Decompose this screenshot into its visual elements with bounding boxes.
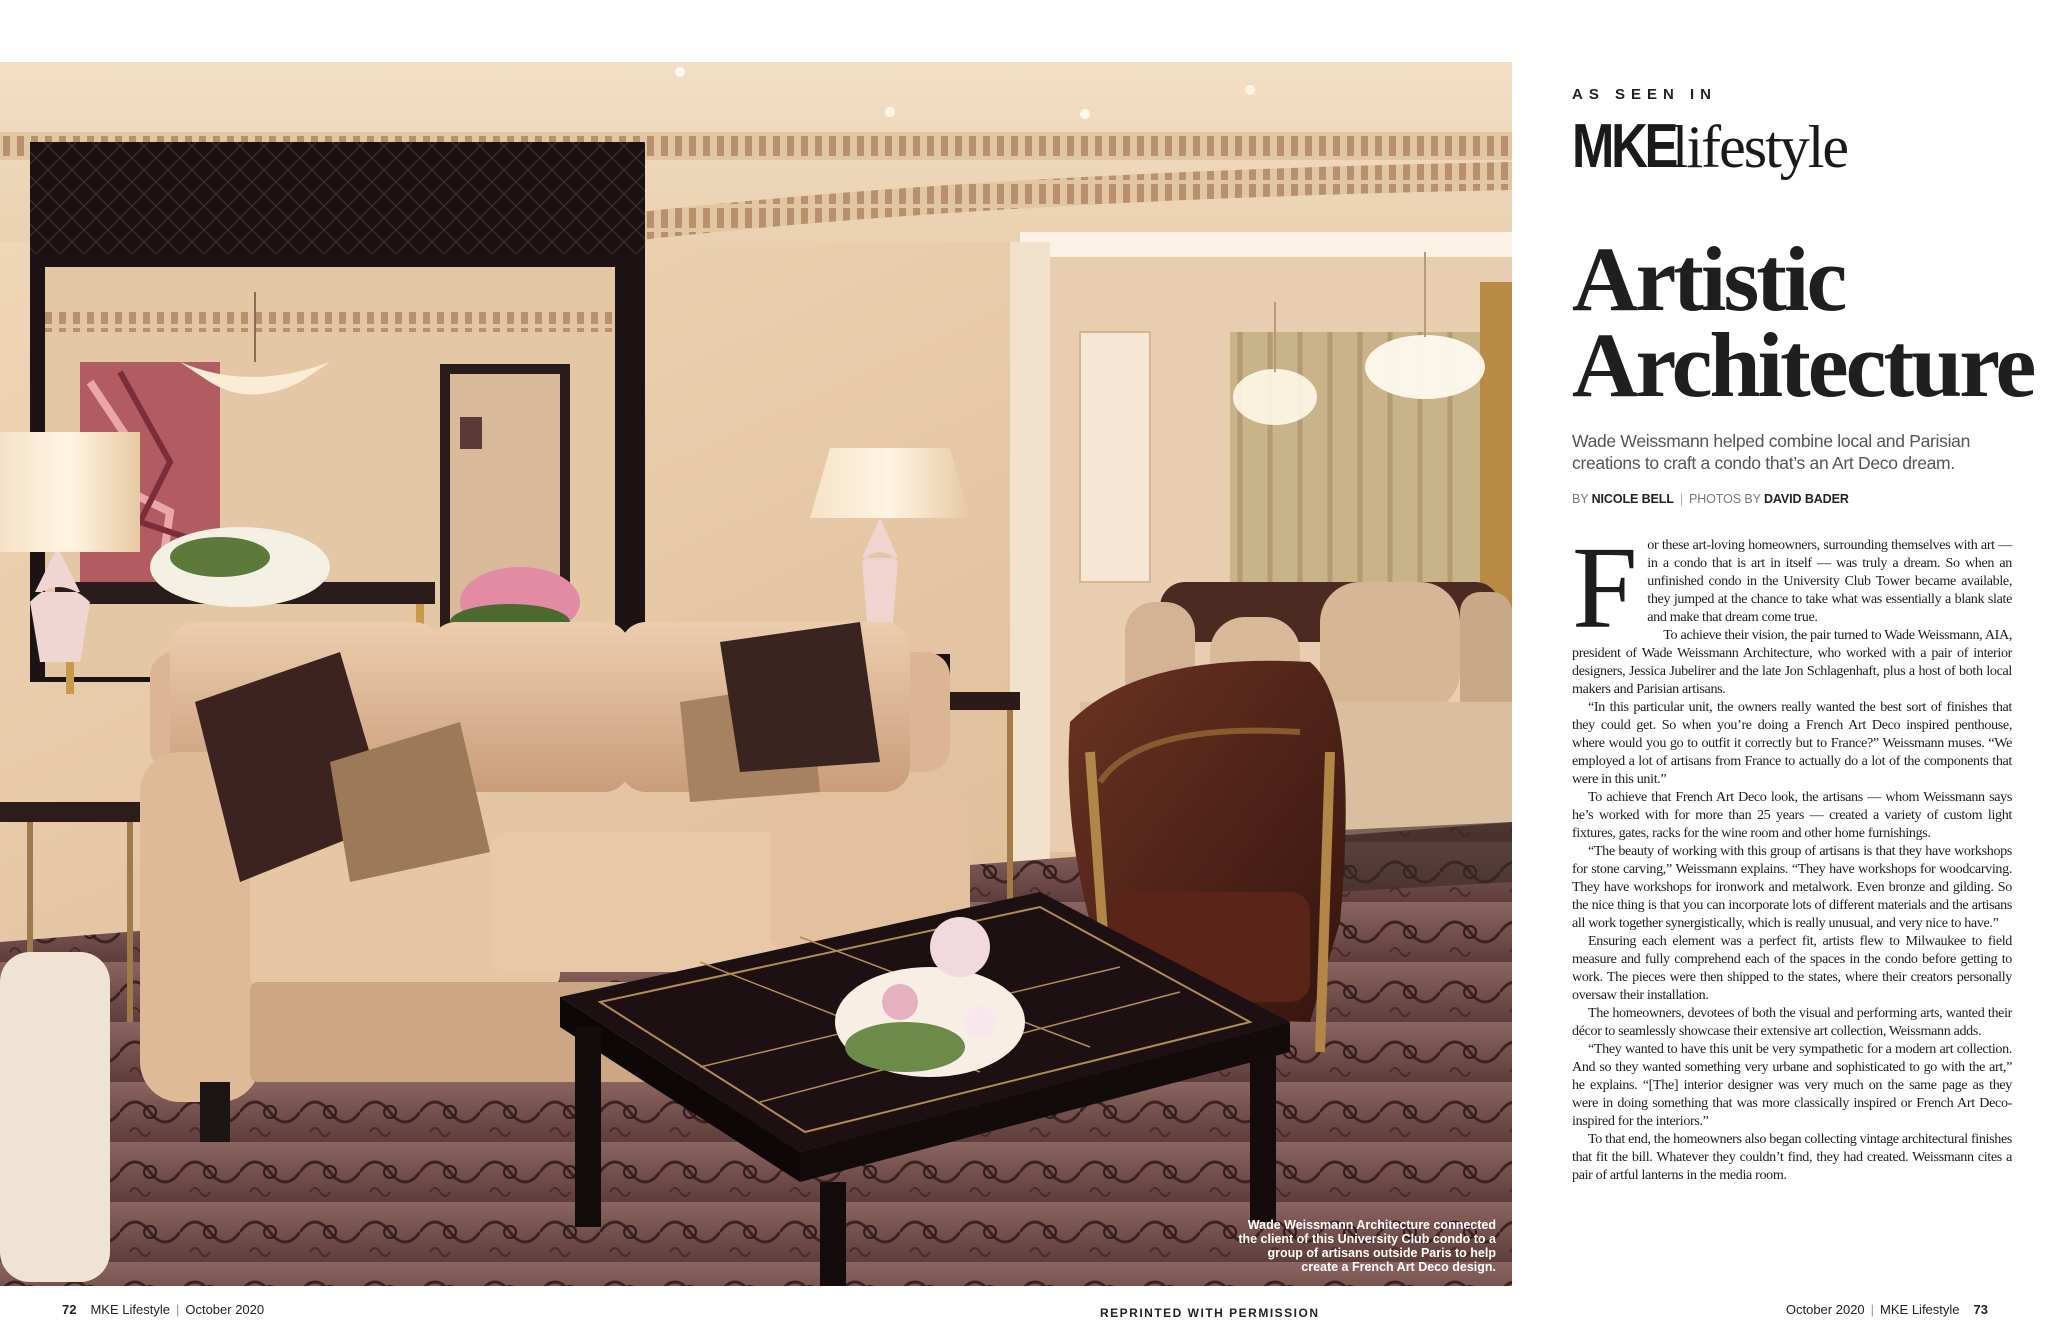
- article-header: [1572, 86, 2034, 506]
- folio-magazine-right: MKE Lifestyle: [1880, 1302, 1960, 1317]
- kicker: AS SEEN IN: [1572, 86, 1718, 103]
- page-number-left: 72: [62, 1302, 77, 1317]
- headline-line-2: Architecture: [1572, 314, 2034, 416]
- byline: BY NICOLE BELL | PHOTOS BY DAVID BADER: [1572, 492, 1849, 506]
- byline-author: NICOLE BELL: [1591, 492, 1674, 506]
- paragraph-8: “They wanted to have this unit be very sympathetic for a modern art collection. And so they wanted something very urbane and sophisticated to go with the art,” he explains. “[The] interior designer was very much on the same page as they were in doing something that was more classically inspired or French Art Deco-inspired for the interiors.”: [1572, 1041, 2012, 1129]
- headline-line-1: Artistic: [1572, 228, 1845, 330]
- folio-right: October 2020 | MKE Lifestyle 73: [1785, 1302, 1988, 1317]
- masthead-logo: [1572, 111, 2012, 182]
- hero-photo: [0, 62, 1512, 1286]
- folio-issue-right: October 2020: [1785, 1302, 1865, 1317]
- folio-issue-left: October 2020: [185, 1302, 265, 1317]
- paragraph-4: To achieve that French Art Deco look, the artisans — whom Weissmann says he’s worked with for more than 25 years — created a variety of custom light fixtures, gates, racks for the wine room and other home furnishings.: [1572, 789, 2012, 841]
- byline-photographer: DAVID BADER: [1763, 492, 1849, 506]
- masthead-lifestyle: lifestyle: [1671, 114, 1848, 180]
- masthead-mke: MKE: [1572, 112, 1676, 181]
- byline-photos-by: PHOTOS BY: [1689, 492, 1761, 506]
- reprint-notice: REPRINTED WITH PERMISSION: [1100, 1306, 1320, 1320]
- dek: Wade Weissmann helped combine local and Parisian creations to craft a condo that’s an Art Deco dream.: [1572, 431, 1971, 473]
- headline: [1572, 228, 2034, 416]
- photo-caption: Wade Weissmann Architecture connected the client of this University Club condo to a group of artisans outside Paris to help create a French Art Deco design.: [1238, 1218, 1496, 1274]
- paragraph-1-text: or these art-loving homeowners, surrounding themselves with art — in a condo that is art in itself — was truly a dream. So when an unfinished condo in the University Club Tower became available, they jumped at the chance to take what was essentially a blank slate and make that dream come true.: [1647, 537, 2012, 625]
- drop-cap: F: [1572, 522, 1638, 653]
- article-body: [1572, 522, 2012, 1184]
- folio-magazine-left: MKE Lifestyle: [90, 1302, 170, 1317]
- paragraph-6: Ensuring each element was a perfect fit, artists flew to Milwaukee to field measure and fully comprehend each of the spaces in the condo before getting to work. The pieces were then shipped to the states, where their creators personally oversaw their installation.: [1572, 933, 2012, 1003]
- paragraph-1: [1572, 522, 2012, 653]
- folio-left: 72 MKE Lifestyle | October 2020: [62, 1302, 265, 1317]
- page-number-right: 73: [1973, 1302, 1988, 1317]
- paragraph-7: The homeowners, devotees of both the visual and performing arts, wanted their décor to seamlessly showcase their extensive art collection, Weissmann adds.: [1572, 1005, 2012, 1039]
- living-room-illustration: [0, 62, 1512, 1286]
- byline-by: BY: [1572, 492, 1589, 506]
- paragraph-9: To that end, the homeowners also began collecting vintage architectural finishes that fit the bill. Whatever they couldn’t find, they had created. Weissmann cites a pair of artful lanterns in the media room.: [1572, 1131, 2012, 1183]
- paragraph-3: “In this particular unit, the owners really wanted the best sort of finishes that they could get. So when you’re doing a French Art Deco inspired penthouse, where would you go to outfit it correctly but to France?” Weissmann muses. “We employed a lot of artisans from France to actually do a lot of the components that were in this unit.”: [1572, 699, 2012, 787]
- paragraph-5: “The beauty of working with this group of artisans is that they have workshops for stone carving,” Weissmann explains. “They have workshops for woodcarving. They have workshops for ironwork and metalwork. Even bronze and gilding. So the nice thing is that you can incorporate lots of different materials and the artisans all work together synergistically, which is really unusual, and very nice to have.”: [1572, 843, 2012, 931]
- paragraph-2: To achieve their vision, the pair turned to Wade Weissmann, AIA, president of Wade Weissmann Architecture, who worked with a pair of interior designers, Jessica Jubelirer and the late Jon Schlagenhaft, plus a host of both local makers and Parisian artisans.: [1572, 627, 2012, 697]
